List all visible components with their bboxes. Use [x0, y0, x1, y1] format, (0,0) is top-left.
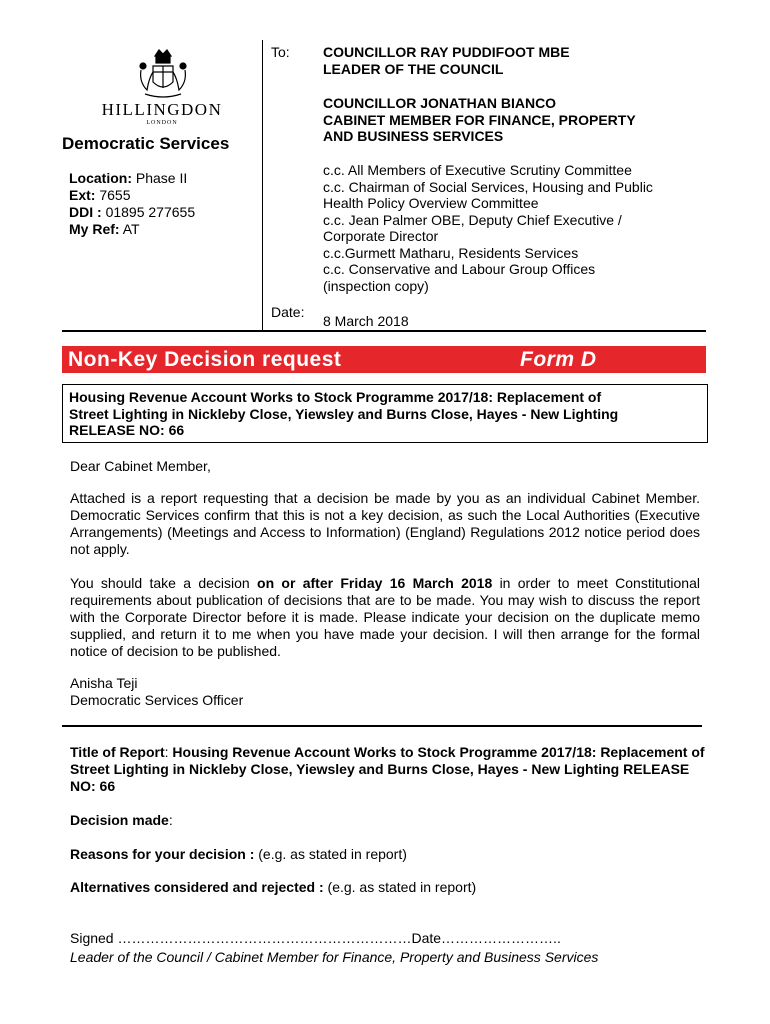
ext-row: Ext: 7655 [69, 187, 131, 203]
memo-date: 8 March 2018 [323, 313, 409, 329]
subject-box: Housing Revenue Account Works to Stock Programme 2017/18: Replacement of Street Lighting in Nickleby Close, Yiewsley and Burns Close, Hayes - New Lighting RELEASE NO: 66 [62, 384, 708, 443]
signoff-title: Democratic Services Officer [70, 692, 244, 708]
report-title: Title of Report: Housing Revenue Account Works to Stock Programme 2017/18: Replacement of Street Lighting in Nickleby Close, Yiewsley and Burns Close, Hayes - New Lighting RELEASE NO: 66 [70, 744, 705, 794]
location-row: Location: Phase II [69, 170, 188, 186]
cc-line: (inspection copy) [323, 277, 429, 294]
cc-line: Health Policy Overview Committee [323, 195, 539, 211]
alternatives-field: Alternatives considered and rejected : (e.g. as stated in report) [70, 879, 477, 895]
cc-line: c.c. Conservative and Labour Group Offices [323, 261, 596, 277]
council-wordmark-subtext: LONDON [146, 120, 178, 126]
recipient-2: COUNCILLOR JONATHAN BIANCO CABINET MEMBER FOR FINANCE, PROPERTY AND BUSINESS SERVICES [323, 95, 636, 144]
cc-line: Corporate Director [323, 228, 439, 244]
banner-title: Non-Key Decision request [68, 348, 342, 371]
ddi-row: DDI : 01895 277655 [69, 204, 196, 220]
banner-form-label: Form D [520, 348, 597, 371]
cc-list [323, 162, 653, 294]
cc-line: c.c. All Members of Executive Scrutiny Committee [323, 162, 632, 178]
cc-line: c.c. Jean Palmer OBE, Deputy Chief Executive / [323, 211, 622, 228]
decision-made: Decision made: [70, 812, 173, 828]
signoff-name: Anisha Teji [70, 675, 138, 691]
council-wordmark: HILLINGDON [101, 100, 223, 119]
header-bottom-rule [62, 330, 706, 332]
recipient-1: COUNCILLOR RAY PUDDIFOOT MBE LEADER OF THE COUNCIL [323, 44, 570, 77]
cc-line: c.c. Chairman of Social Services, Housing and Public [323, 178, 653, 195]
paragraph-1: Attached is a report requesting that a decision be made by you as an individual Cabinet Member. Democratic Services confirm that this is not a key decision, as such the Local Authorities (Executive Arrangements) (Meetings and Access to Information) (England) Regulations 2012 notice period does not apply. [70, 490, 700, 557]
header-vertical-divider [262, 40, 263, 330]
to-label: To: [271, 44, 290, 60]
contact-details [69, 170, 195, 238]
signature-line: Signed ………………………………………………………Date…………………….. [70, 930, 561, 946]
reasons-field: Reasons for your decision : (e.g. as stated in report) [70, 846, 407, 862]
paragraph-2: You should take a decision on or after Friday 16 March 2018 in order to meet Constitutional requirements about publication of decisions that are to be made. You may wish to discuss the report with the Corporate Director before it is made. Please indicate your decision on the duplicate memo supplied, and return it to me when you have made your decision. I will then arrange for the formal notice of decision to be published. [70, 575, 700, 659]
cc-line: c.c.Gurmett Matharu, Residents Services [323, 244, 579, 261]
section-divider [62, 725, 702, 727]
crest-icon [133, 48, 193, 104]
department-name: Democratic Services [62, 134, 230, 153]
signatory-caption: Leader of the Council / Cabinet Member for Finance, Property and Business Services [70, 949, 599, 965]
date-label: Date: [271, 304, 305, 320]
salutation: Dear Cabinet Member, [70, 458, 211, 474]
ref-row: My Ref: AT [69, 221, 140, 237]
